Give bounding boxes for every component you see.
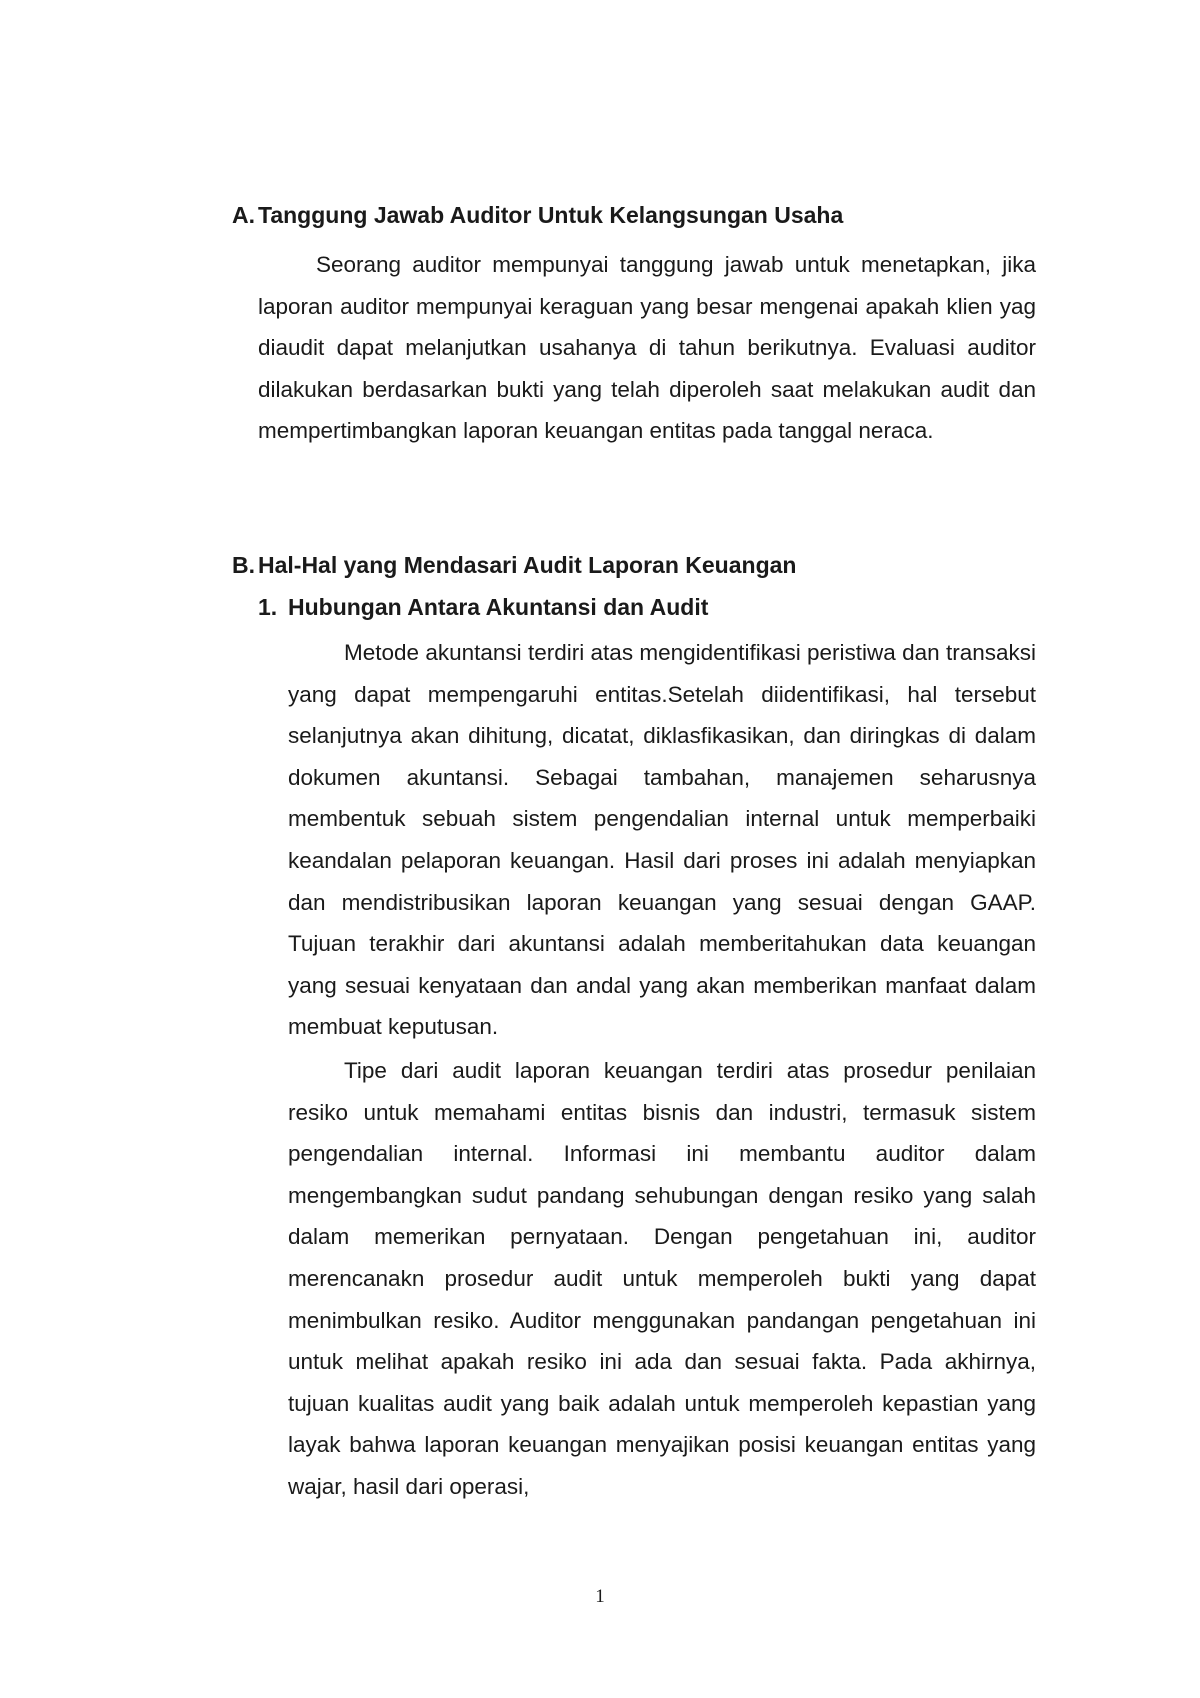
section-title: Hal-Hal yang Mendasari Audit Laporan Keuangan: [258, 552, 797, 578]
body-paragraph: [258, 244, 1036, 452]
section-title: Tanggung Jawab Auditor Untuk Kelangsungan Usaha: [258, 202, 844, 228]
paragraph-text: Seorang auditor mempunyai tanggung jawab untuk menetapkan, jika laporan auditor mempunyai keraguan yang besar mengenai apakah klien yag diaudit dapat melanjutkan usahanya di tahun berikutnya. Evaluasi auditor dilakukan berdasarkan bukti yang telah diperoleh saat melakukan audit dan mempertimbangkan laporan keuangan entitas pada tanggal neraca.: [258, 252, 1036, 444]
section-heading-b: [232, 552, 796, 579]
section-marker: B.: [232, 552, 255, 578]
body-paragraph: [288, 632, 1036, 1048]
page-number: 1: [595, 1586, 605, 1607]
subsection-heading-1: [258, 594, 708, 621]
section-marker: A.: [232, 202, 255, 228]
subsection-title: Hubungan Antara Akuntansi dan Audit: [288, 594, 709, 620]
paragraph-text: Tipe dari audit laporan keuangan terdiri atas prosedur penilaian resiko untuk memahami entitas bisnis dan industri, termasuk sistem pengendalian internal. Informasi ini membantu auditor dalam mengembangkan sudut pandang sehubungan dengan resiko yang salah dalam memerikan pernyataan. Dengan pengetahuan ini, auditor merencanakn prosedur audit untuk memperoleh bukti yang dapat menimbulkan resiko. Auditor menggunakan pandangan pengetahuan ini untuk melihat apakah resiko ini ada dan sesuai fakta. Pada akhirnya, tujuan kualitas audit yang baik adalah untuk memperoleh kepastian yang layak bahwa laporan keuangan menyajikan posisi keuangan entitas yang wajar, hasil dari operasi,: [288, 1058, 1036, 1499]
section-heading-a: [232, 202, 843, 229]
subsection-marker: 1.: [258, 594, 278, 620]
paragraph-text: Metode akuntansi terdiri atas mengidentifikasi peristiwa dan transaksi yang dapat mempengaruhi entitas.Setelah diidentifikasi, hal tersebut selanjutnya akan dihitung, dicatat, diklasfikasikan, dan diringkas di dalam dokumen akuntansi. Sebagai tambahan, manajemen seharusnya membentuk sebuah sistem pengendalian internal untuk memperbaiki keandalan pelaporan keuangan. Hasil dari proses ini adalah menyiapkan dan mendistribusikan laporan keuangan yang sesuai dengan GAAP. Tujuan terakhir dari akuntansi adalah memberitahukan data keuangan yang sesuai kenyataan dan andal yang akan memberikan manfaat dalam membuat keputusan.: [288, 640, 1036, 1040]
body-paragraph: [288, 1050, 1036, 1508]
